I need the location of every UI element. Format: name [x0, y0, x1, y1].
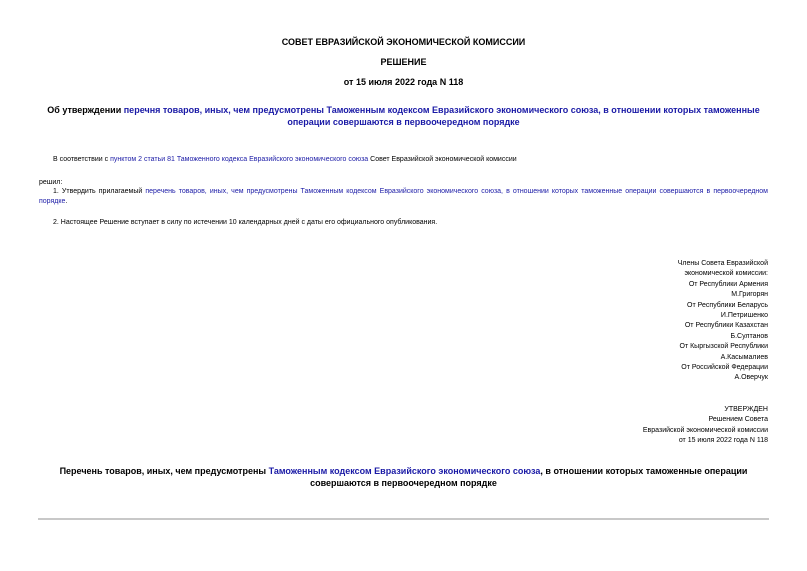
signature-line: От Республики Казахстан [684, 322, 768, 330]
signature-line: От Кыргызской Республики [679, 343, 768, 351]
list-link-title[interactable]: перечня товаров, иных, чем предусмотрены Таможенным кодексом Евразийского экономического союза, в отношении которых таможенные [123, 105, 760, 115]
document-title-line2 [0, 116, 807, 128]
approval-line: Решением Совета [708, 416, 768, 424]
item-1-suffix: . [65, 198, 68, 205]
document-title [0, 104, 807, 128]
document-date-number: от 15 июля 2022 года N 118 [343, 77, 464, 87]
preamble-prefix: В соответствии с [53, 156, 111, 163]
signatures-block [568, 259, 768, 384]
code-article-link[interactable]: пунктом 2 статьи 81 Таможенного кодекса Евразийского экономического союза [110, 156, 369, 163]
section-divider [38, 518, 769, 520]
list-title-prefix: Перечень товаров, иных, чем предусмотрены [59, 466, 269, 476]
signature-line: Члены Совета Евразийской [677, 260, 768, 267]
signature-line: А.Касымалиев [720, 353, 768, 361]
list-link-title-cont[interactable]: операции совершаются в первоочередном порядке [287, 117, 520, 127]
issuer-heading: СОВЕТ ЕВРАЗИЙСКОЙ ЭКОНОМИЧЕСКОЙ КОМИССИИ [281, 37, 526, 47]
signature-line: Б.Султанов [730, 332, 768, 340]
approval-line: Евразийской экономической комиссии [642, 426, 768, 434]
signature-line: А.Оверчук [734, 374, 768, 382]
document-title-prefix: Об утверждении [47, 105, 124, 115]
signature-line: От Республики Беларусь [687, 301, 768, 309]
item-1-prefix: 1. Утвердить прилагаемый [53, 188, 146, 195]
list-link-item1[interactable]: перечень товаров, иных, чем предусмотрены Таможенным кодексом Евразийского экономического союза, в отношении которых таможенные операции совершаются в первоочередном порядке [39, 188, 768, 205]
signature-line: экономической комиссии: [684, 270, 768, 278]
signature-line: М.Григорян [731, 291, 768, 299]
list-title-line2: совершаются в первоочередном порядке [310, 478, 497, 488]
list-title-line1 [0, 465, 807, 477]
approval-block [568, 405, 768, 447]
preamble [53, 155, 773, 165]
signature-line: От Республики Армения [688, 280, 768, 288]
preamble-suffix: Совет Евразийской экономической комиссии [368, 156, 517, 163]
list-title [0, 465, 807, 489]
signature-line: От Российской Федерации [681, 364, 768, 372]
document-type: РЕШЕНИЕ [380, 57, 427, 67]
signature-line: И.Петришенко [720, 312, 768, 320]
list-title-suffix: , в отношении которых таможенные операции [540, 466, 748, 476]
item-2: 2. Настоящее Решение вступает в силу по истечении 10 календарных дней с даты его официального опубликования. [53, 219, 438, 226]
approval-line: от 15 июля 2022 года N 118 [678, 437, 768, 445]
decided-label: решил: [39, 179, 63, 186]
approval-line: УТВЕРЖДЕН [724, 406, 768, 413]
item-1 [39, 187, 768, 207]
customs-code-link[interactable]: Таможенным кодексом Евразийского экономического союза [268, 466, 541, 476]
document-title-line1 [0, 104, 807, 116]
